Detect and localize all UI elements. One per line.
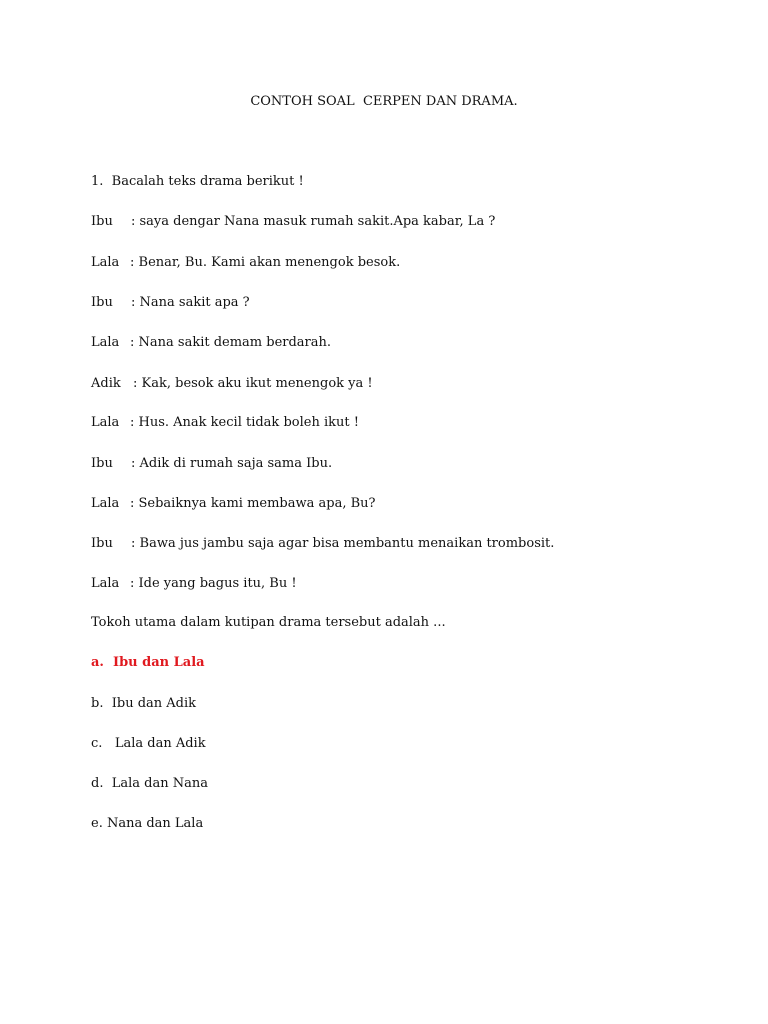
dialogue-speaker: Lala [91, 415, 120, 430]
option-text: Nana dan Lala [106, 816, 204, 831]
dialogue-line [91, 375, 373, 393]
dialogue-line [91, 294, 250, 312]
answer-option-a [91, 655, 205, 670]
dialogue-text: : Sebaiknya kami membawa apa, Bu? [130, 496, 376, 511]
option-label: e. [91, 816, 103, 831]
dialogue-text: : Nana sakit apa ? [131, 295, 250, 310]
dialogue-speaker: Ibu [91, 214, 113, 229]
question-text: Bacalah teks drama berikut ! [111, 174, 304, 189]
dialogue-line [91, 334, 332, 352]
answer-option-b [91, 696, 196, 711]
question-number: 1. [91, 174, 104, 189]
dialogue-line [91, 575, 297, 593]
dialogue-text: : Nana sakit demam berdarah. [130, 335, 332, 350]
dialogue-line [91, 414, 359, 432]
dialogue-text: : Ide yang bagus itu, Bu ! [130, 576, 297, 591]
option-label: a. [91, 655, 104, 670]
answer-option-e [91, 816, 203, 831]
dialogue-speaker: Adik [91, 376, 121, 391]
option-text: Ibu dan Adik [111, 696, 197, 711]
option-label: d. [91, 776, 104, 791]
dialogue-speaker: Ibu [91, 295, 113, 310]
dialogue-line [91, 495, 376, 513]
dialogue-line [91, 535, 555, 553]
option-label: c. [91, 736, 103, 751]
dialogue-text: : saya dengar Nana masuk rumah sakit.Apa kabar, La ? [131, 214, 496, 229]
dialogue-speaker: Ibu [91, 456, 113, 471]
dialogue-line [91, 213, 496, 231]
question-prompt: Tokoh utama dalam kutipan drama tersebut adalah ... [91, 615, 446, 630]
option-text: Lala dan Nana [111, 776, 208, 791]
dialogue-speaker: Lala [91, 576, 120, 591]
dialogue-text: : Hus. Anak kecil tidak boleh ikut ! [130, 415, 359, 430]
dialogue-speaker: Ibu [91, 536, 113, 551]
dialogue-text: : Kak, besok aku ikut menengok ya ! [133, 376, 373, 391]
dialogue-text: : Benar, Bu. Kami akan menengok besok. [130, 255, 401, 270]
dialogue-speaker: Lala [91, 255, 120, 270]
answer-option-c [91, 736, 206, 751]
option-text: Lala dan Adik [110, 736, 206, 751]
dialogue-text: : Adik di rumah saja sama Ibu. [131, 456, 333, 471]
option-label: b. [91, 696, 104, 711]
dialogue-line [91, 254, 401, 272]
dialogue-speaker: Lala [91, 335, 120, 350]
dialogue-text: : Bawa jus jambu saja agar bisa membantu menaikan trombosit. [131, 536, 555, 551]
answer-option-d [91, 776, 208, 791]
question-instruction [91, 174, 304, 189]
dialogue-speaker: Lala [91, 496, 120, 511]
document-title: CONTOH SOAL CERPEN DAN DRAMA. [250, 94, 518, 109]
dialogue-line [91, 455, 333, 473]
option-text: Ibu dan Lala [113, 655, 205, 670]
